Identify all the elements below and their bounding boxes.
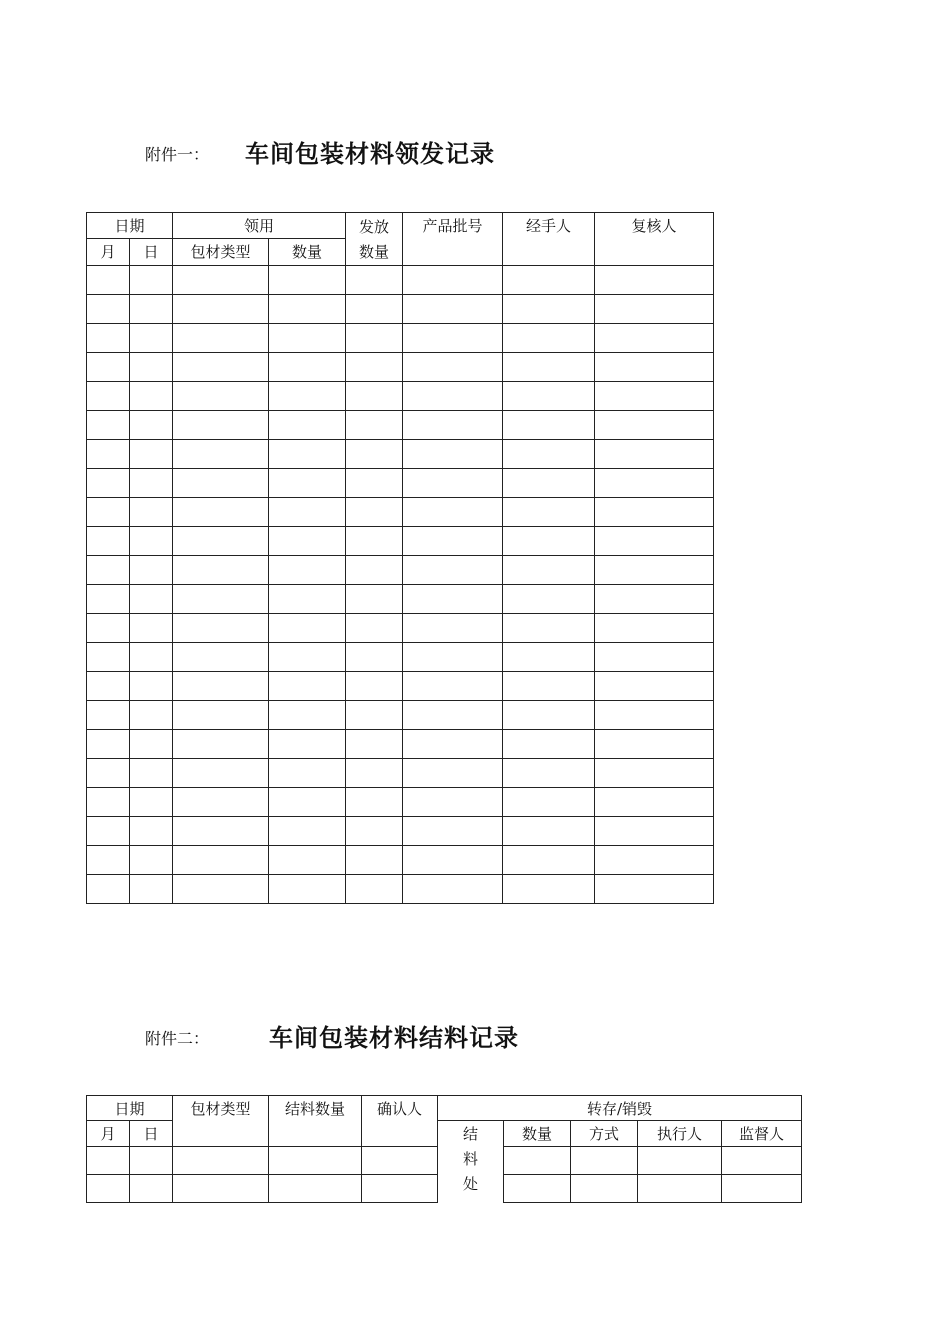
cell xyxy=(130,527,173,556)
cell xyxy=(269,266,346,295)
cell xyxy=(403,266,503,295)
cell xyxy=(87,411,130,440)
cell xyxy=(130,846,173,875)
cell xyxy=(269,440,346,469)
cell xyxy=(130,382,173,411)
cell xyxy=(346,440,403,469)
header-material-type: 包材类型 xyxy=(173,238,269,265)
cell xyxy=(503,643,595,672)
table-row xyxy=(87,759,714,788)
cell xyxy=(403,875,503,904)
table-row xyxy=(87,875,714,904)
cell xyxy=(595,817,714,846)
cell xyxy=(269,759,346,788)
cell xyxy=(173,266,269,295)
table-row xyxy=(87,324,714,353)
cell xyxy=(346,846,403,875)
cell xyxy=(403,701,503,730)
appendix-1-title: 车间包装材料领发记录 xyxy=(245,140,495,168)
cell xyxy=(403,324,503,353)
cell xyxy=(346,759,403,788)
cell xyxy=(173,498,269,527)
cell xyxy=(346,295,403,324)
cell xyxy=(130,324,173,353)
cell xyxy=(595,585,714,614)
cell xyxy=(346,788,403,817)
cell xyxy=(173,440,269,469)
cell xyxy=(173,469,269,498)
table-row xyxy=(87,295,714,324)
table-row xyxy=(87,701,714,730)
header-supervisor: 监督人 xyxy=(722,1121,802,1147)
cell xyxy=(346,643,403,672)
cell xyxy=(595,353,714,382)
cell xyxy=(403,556,503,585)
cell xyxy=(571,1175,638,1203)
cell xyxy=(130,353,173,382)
cell xyxy=(130,817,173,846)
cell xyxy=(87,701,130,730)
cell xyxy=(269,469,346,498)
cell xyxy=(130,469,173,498)
cell xyxy=(503,788,595,817)
cell xyxy=(269,382,346,411)
cell xyxy=(346,411,403,440)
cell xyxy=(403,788,503,817)
cell xyxy=(269,817,346,846)
table-row xyxy=(87,614,714,643)
table-row xyxy=(87,382,714,411)
cell xyxy=(403,730,503,759)
table-row xyxy=(87,440,714,469)
cell xyxy=(173,527,269,556)
settle-char-2: 料 xyxy=(463,1150,479,1168)
cell xyxy=(130,585,173,614)
cell xyxy=(595,875,714,904)
cell xyxy=(130,295,173,324)
header-quantity: 数量 xyxy=(504,1121,571,1147)
cell xyxy=(403,614,503,643)
cell xyxy=(130,643,173,672)
cell xyxy=(346,730,403,759)
cell xyxy=(87,382,130,411)
cell xyxy=(130,1147,173,1175)
packaging-settlement-record-table xyxy=(86,1095,802,1203)
cell xyxy=(403,295,503,324)
cell xyxy=(173,295,269,324)
cell xyxy=(173,353,269,382)
cell xyxy=(87,1147,130,1175)
cell xyxy=(269,701,346,730)
cell xyxy=(173,614,269,643)
cell xyxy=(595,701,714,730)
header-transfer-destroy: 转存/销毁 xyxy=(438,1096,802,1121)
cell xyxy=(130,1175,173,1203)
cell xyxy=(503,469,595,498)
cell xyxy=(130,266,173,295)
cell xyxy=(346,527,403,556)
header-date: 日期 xyxy=(87,213,173,239)
header-settle-qty: 结料数量 xyxy=(269,1096,362,1147)
cell xyxy=(595,556,714,585)
cell xyxy=(595,295,714,324)
header-issue-qty xyxy=(346,213,403,266)
cell xyxy=(403,498,503,527)
cell xyxy=(595,730,714,759)
header-receive: 领用 xyxy=(173,213,346,239)
cell xyxy=(173,875,269,904)
cell xyxy=(403,469,503,498)
cell xyxy=(403,672,503,701)
cell xyxy=(87,527,130,556)
cell xyxy=(269,643,346,672)
cell xyxy=(362,1175,438,1203)
cell xyxy=(87,266,130,295)
table-row xyxy=(87,672,714,701)
table-row xyxy=(87,469,714,498)
settle-char-1: 结 xyxy=(463,1125,479,1143)
cell xyxy=(595,846,714,875)
cell xyxy=(130,411,173,440)
cell xyxy=(503,759,595,788)
cell xyxy=(503,730,595,759)
header-issue-line2: 数量 xyxy=(359,243,390,261)
cell xyxy=(173,382,269,411)
cell xyxy=(595,643,714,672)
appendix-2-title: 车间包装材料结料记录 xyxy=(269,1024,519,1052)
cell xyxy=(173,701,269,730)
cell xyxy=(87,324,130,353)
cell xyxy=(595,324,714,353)
cell xyxy=(269,1147,362,1175)
header-issue-line1: 发放 xyxy=(359,218,390,236)
cell xyxy=(87,614,130,643)
header-quantity: 数量 xyxy=(269,238,346,265)
header-month: 月 xyxy=(87,1121,130,1147)
cell xyxy=(130,701,173,730)
cell xyxy=(173,788,269,817)
cell xyxy=(346,672,403,701)
header-month: 月 xyxy=(87,238,130,265)
appendix-1-label: 附件一： xyxy=(145,145,210,164)
cell xyxy=(87,556,130,585)
cell xyxy=(87,585,130,614)
cell xyxy=(87,469,130,498)
cell xyxy=(130,614,173,643)
table-row xyxy=(87,846,714,875)
cell xyxy=(269,875,346,904)
header-method: 方式 xyxy=(571,1121,638,1147)
cell xyxy=(173,556,269,585)
cell xyxy=(503,846,595,875)
cell xyxy=(87,846,130,875)
header-confirmer: 确认人 xyxy=(362,1096,438,1147)
table-row xyxy=(87,585,714,614)
cell xyxy=(595,759,714,788)
cell xyxy=(87,788,130,817)
cell xyxy=(571,1147,638,1175)
cell xyxy=(346,585,403,614)
cell xyxy=(269,527,346,556)
cell xyxy=(403,817,503,846)
cell xyxy=(269,614,346,643)
cell xyxy=(87,498,130,527)
cell xyxy=(269,498,346,527)
cell xyxy=(269,411,346,440)
cell xyxy=(130,440,173,469)
cell xyxy=(595,527,714,556)
cell xyxy=(130,672,173,701)
cell xyxy=(130,730,173,759)
cell xyxy=(346,556,403,585)
cell xyxy=(87,353,130,382)
table-row xyxy=(87,266,714,295)
cell xyxy=(403,353,503,382)
cell xyxy=(269,846,346,875)
cell xyxy=(87,817,130,846)
cell xyxy=(269,295,346,324)
cell xyxy=(595,672,714,701)
header-reviewer: 复核人 xyxy=(595,213,714,266)
cell xyxy=(173,759,269,788)
cell xyxy=(87,759,130,788)
packaging-issue-record-table xyxy=(86,212,714,904)
cell xyxy=(346,469,403,498)
cell xyxy=(503,382,595,411)
cell xyxy=(504,1147,571,1175)
header-settlement-place xyxy=(438,1121,504,1203)
cell xyxy=(130,875,173,904)
cell xyxy=(595,614,714,643)
cell xyxy=(638,1147,722,1175)
cell xyxy=(722,1147,802,1175)
header-day: 日 xyxy=(130,238,173,265)
cell xyxy=(173,585,269,614)
cell xyxy=(403,759,503,788)
cell xyxy=(269,788,346,817)
cell xyxy=(503,817,595,846)
cell xyxy=(346,701,403,730)
cell xyxy=(269,353,346,382)
table-row xyxy=(87,527,714,556)
cell xyxy=(595,788,714,817)
cell xyxy=(595,266,714,295)
cell xyxy=(269,556,346,585)
cell xyxy=(595,469,714,498)
table-row xyxy=(87,817,714,846)
cell xyxy=(173,411,269,440)
cell xyxy=(403,527,503,556)
cell xyxy=(503,614,595,643)
cell xyxy=(269,1175,362,1203)
cell xyxy=(346,875,403,904)
cell xyxy=(173,672,269,701)
table-row xyxy=(87,643,714,672)
table-row xyxy=(87,411,714,440)
cell xyxy=(346,353,403,382)
header-batch: 产品批号 xyxy=(403,213,503,266)
cell xyxy=(503,672,595,701)
cell xyxy=(87,875,130,904)
cell xyxy=(346,266,403,295)
cell xyxy=(403,846,503,875)
cell xyxy=(269,730,346,759)
cell xyxy=(130,788,173,817)
cell xyxy=(595,411,714,440)
header-executor: 执行人 xyxy=(638,1121,722,1147)
cell xyxy=(503,527,595,556)
cell xyxy=(87,672,130,701)
cell xyxy=(173,643,269,672)
cell xyxy=(346,817,403,846)
table-row xyxy=(87,730,714,759)
cell xyxy=(269,324,346,353)
cell xyxy=(503,585,595,614)
cell xyxy=(403,585,503,614)
cell xyxy=(87,730,130,759)
cell xyxy=(87,643,130,672)
cell xyxy=(503,295,595,324)
cell xyxy=(504,1175,571,1203)
table-row xyxy=(87,353,714,382)
header-date: 日期 xyxy=(87,1096,173,1121)
cell xyxy=(87,1175,130,1203)
cell xyxy=(362,1147,438,1175)
cell xyxy=(173,324,269,353)
cell xyxy=(173,730,269,759)
cell xyxy=(503,498,595,527)
cell xyxy=(130,498,173,527)
header-material-type: 包材类型 xyxy=(173,1096,269,1147)
cell xyxy=(87,295,130,324)
cell xyxy=(130,759,173,788)
cell xyxy=(503,556,595,585)
cell xyxy=(269,585,346,614)
cell xyxy=(403,382,503,411)
table-row xyxy=(87,498,714,527)
settle-char-3: 处 xyxy=(463,1175,479,1193)
cell xyxy=(346,382,403,411)
header-handler: 经手人 xyxy=(503,213,595,266)
cell xyxy=(346,324,403,353)
cell xyxy=(173,1175,269,1203)
cell xyxy=(503,266,595,295)
cell xyxy=(503,875,595,904)
cell xyxy=(87,440,130,469)
cell xyxy=(595,382,714,411)
cell xyxy=(173,817,269,846)
table-row xyxy=(87,788,714,817)
cell xyxy=(346,614,403,643)
cell xyxy=(269,672,346,701)
cell xyxy=(173,1147,269,1175)
cell xyxy=(503,411,595,440)
cell xyxy=(503,701,595,730)
cell xyxy=(503,324,595,353)
cell xyxy=(503,353,595,382)
cell xyxy=(403,411,503,440)
cell xyxy=(346,498,403,527)
cell xyxy=(638,1175,722,1203)
appendix-2-label: 附件二： xyxy=(145,1029,210,1048)
cell xyxy=(173,846,269,875)
header-day: 日 xyxy=(130,1121,173,1147)
cell xyxy=(130,556,173,585)
cell xyxy=(595,498,714,527)
cell xyxy=(403,440,503,469)
cell xyxy=(503,440,595,469)
cell xyxy=(403,643,503,672)
table-row xyxy=(87,556,714,585)
cell xyxy=(595,440,714,469)
cell xyxy=(722,1175,802,1203)
